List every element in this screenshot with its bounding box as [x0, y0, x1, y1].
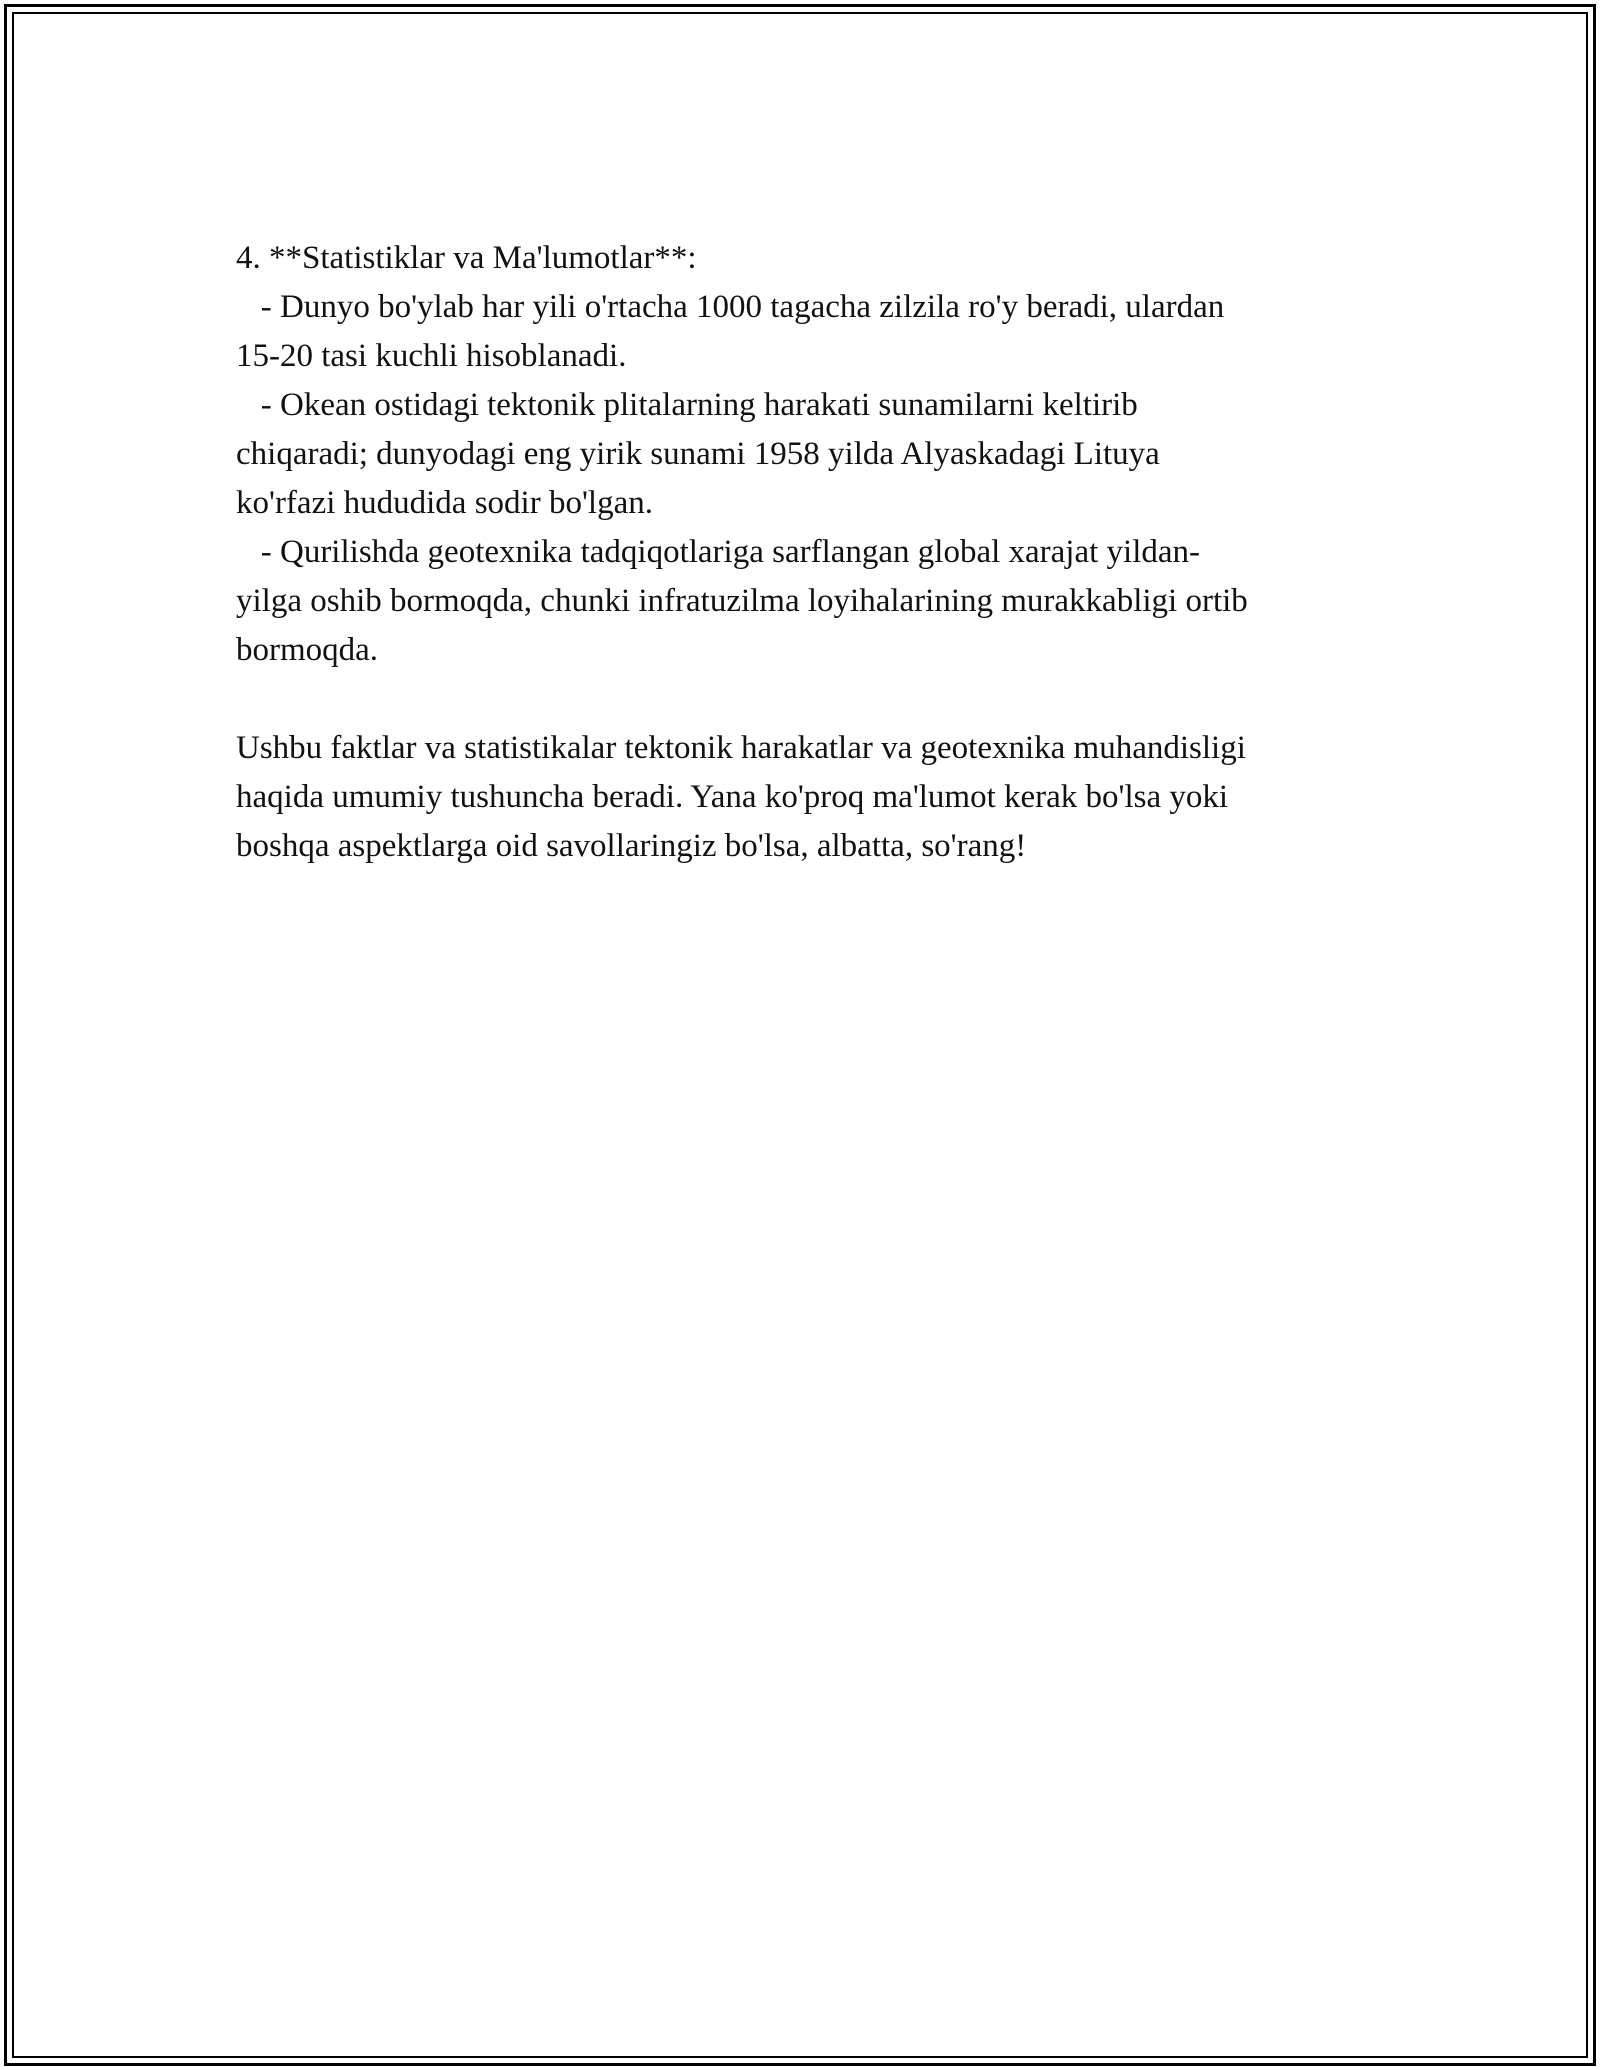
document-body: [236, 234, 1376, 871]
bullet-earthquakes-line-1: - Dunyo bo'ylab har yili o'rtacha 1000 tagacha zilzila ro'y beradi, ulardan: [236, 289, 1225, 325]
closing-line-1: Ushbu faktlar va statistikalar tektonik harakatlar va geotexnika muhandisligi: [236, 730, 1246, 766]
statistics-section: [236, 234, 1376, 675]
closing-line-3: boshqa aspektlarga oid savollaringiz bo'lsa, albatta, so'rang!: [236, 828, 1027, 864]
bullet-tsunami-line-1: - Okean ostidagi tektonik plitalarning harakati sunamilarni keltirib: [236, 387, 1138, 423]
bullet-earthquakes-line-2: 15-20 tasi kuchli hisoblanadi.: [236, 338, 627, 374]
bullet-geotech-line-1: - Qurilishda geotexnika tadqiqotlariga sarflangan global xarajat yildan-: [236, 534, 1201, 570]
bullet-tsunami-line-2: chiqaradi; dunyodagi eng yirik sunami 1958 yilda Alyaskadagi Lituya: [236, 436, 1160, 472]
bullet-geotech-line-3: bormoqda.: [236, 632, 379, 668]
bullet-geotech-line-2: yilga oshib bormoqda, chunki infratuzilma loyihalarining murakkabligi ortib: [236, 583, 1248, 619]
paragraph-gap: [236, 675, 1376, 724]
bullet-tsunami-line-3: ko'rfazi hududida sodir bo'lgan.: [236, 485, 653, 521]
closing-line-2: haqida umumiy tushuncha beradi. Yana ko'proq ma'lumot kerak bo'lsa yoki: [236, 779, 1229, 815]
closing-paragraph: [236, 724, 1376, 871]
section-heading: 4. **Statistiklar va Ma'lumotlar**:: [236, 240, 697, 276]
